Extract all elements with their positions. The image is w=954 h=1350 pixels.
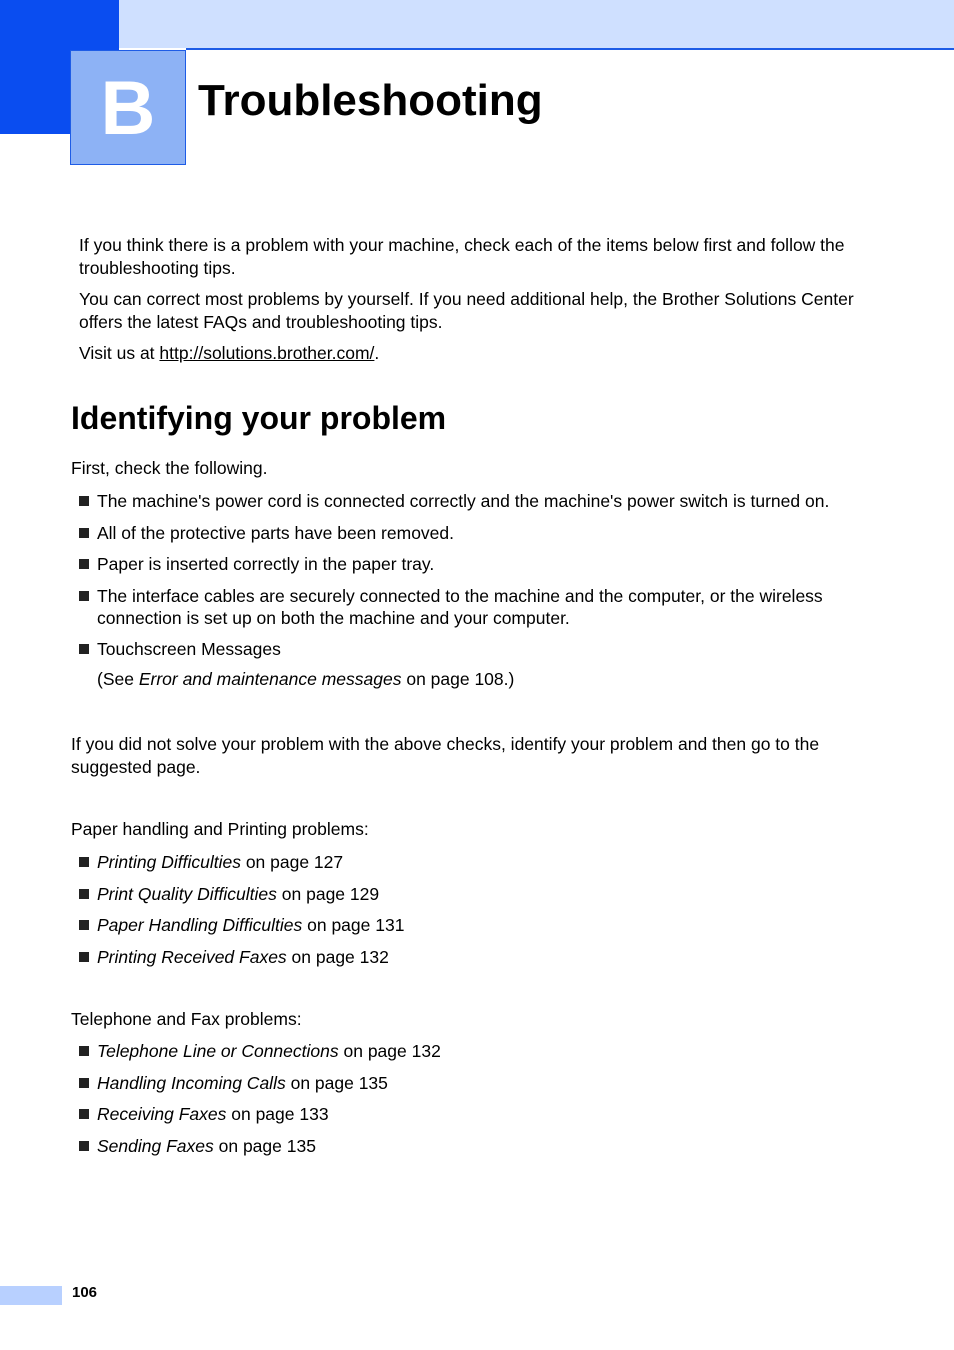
list-item: All of the protective parts have been removed. (79, 522, 879, 544)
paper-handling-link[interactable]: Paper Handling Difficulties (97, 915, 303, 935)
solutions-link[interactable]: http://solutions.brother.com/ (159, 343, 375, 363)
visit-prefix: Visit us at (79, 343, 160, 363)
footer-bar (0, 1286, 62, 1305)
chapter-title: Troubleshooting (198, 76, 543, 125)
list-item: Sending Faxes on page 135 (79, 1135, 879, 1157)
header-rule (186, 48, 954, 50)
telephone-line-link[interactable]: Telephone Line or Connections (97, 1041, 339, 1061)
visit-suffix: . (374, 343, 380, 363)
list-item: Printing Received Faxes on page 132 (79, 946, 879, 968)
list-item: The interface cables are securely connected to the machine and the computer, or the wireless connection is set up on both the machine and your computer. (79, 585, 879, 629)
intro-paragraph-2: You can correct most problems by yourself. If you need additional help, the Brother Solutions Center offers the latest FAQs and troubleshooting tips. (79, 289, 854, 332)
phone-heading: Telephone and Fax problems: (71, 1009, 302, 1029)
touchscreen-messages: Touchscreen Messages (97, 639, 281, 659)
see-reference: (See Error and maintenance messages on page 108.) (97, 669, 515, 689)
printing-difficulties-link[interactable]: Printing Difficulties (97, 852, 241, 872)
section-title: Identifying your problem (71, 400, 447, 436)
intro-paragraph-1: If you think there is a problem with your machine, check each of the items below first and follow the troubleshooting tips. (79, 235, 845, 278)
incoming-calls-link[interactable]: Handling Incoming Calls (97, 1072, 286, 1093)
error-messages-link[interactable]: Error and maintenance messages (138, 669, 402, 689)
list-item: Handling Incoming Calls on page 135 (79, 1072, 879, 1094)
checks-list (79, 490, 879, 700)
paper-list (79, 851, 879, 977)
followup-text: If you did not solve your problem with the above checks, identify your problem and then go to the suggested page. (71, 734, 820, 777)
list-item: Printing Difficulties on page 127 (79, 851, 879, 873)
page-number: 106 (72, 1284, 98, 1301)
header-band (119, 0, 954, 48)
printing-received-faxes-link[interactable]: Printing Received Faxes (97, 946, 287, 967)
list-item: Receiving Faxes on page 133 (79, 1103, 879, 1125)
intro-paragraph-3 (79, 342, 879, 365)
receiving-faxes-link[interactable]: Receiving Faxes (97, 1104, 227, 1124)
list-item: The machine's power cord is connected correctly and the machine's power switch is turned on. (79, 490, 879, 512)
list-item: Paper Handling Difficulties on page 131 (79, 914, 879, 936)
first-check-text: First, check the following. (71, 458, 268, 478)
intro (79, 234, 879, 373)
list-item: Paper is inserted correctly in the paper tray. (79, 553, 879, 575)
list-item: Telephone Line or Connections on page 132 (79, 1040, 879, 1062)
phone-list (79, 1040, 879, 1166)
list-item (79, 638, 879, 690)
print-quality-link[interactable]: Print Quality Difficulties (97, 883, 277, 904)
sending-faxes-link[interactable]: Sending Faxes (97, 1135, 214, 1156)
chapter-letter-tab: B (70, 50, 186, 165)
list-item: Print Quality Difficulties on page 129 (79, 883, 879, 905)
paper-heading: Paper handling and Printing problems: (71, 819, 369, 839)
